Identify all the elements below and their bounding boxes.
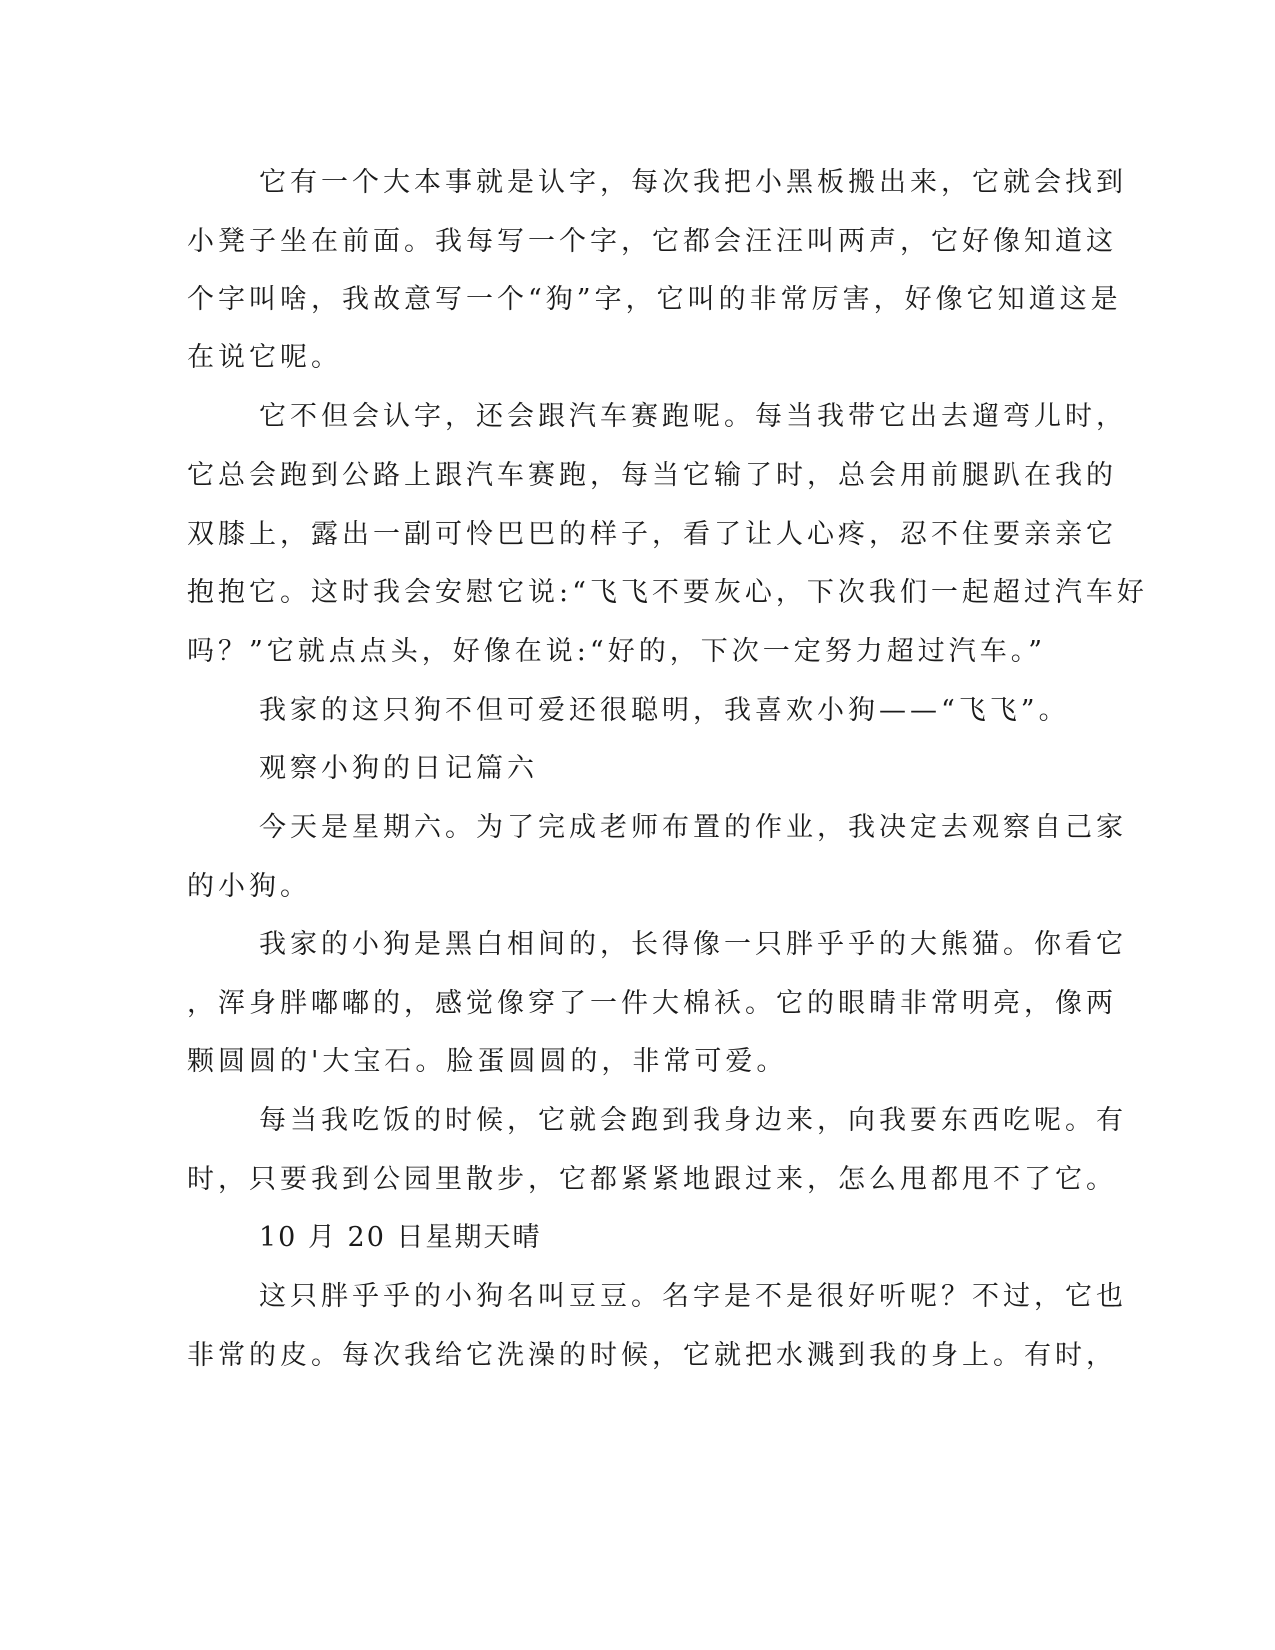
text-line: 它不但会认字，还会跟汽车赛跑呢。每当我带它出去遛弯儿时， (259, 401, 1127, 432)
text-line: 非常的皮。每次我给它洗澡的时候，它就把水溅到我的身上。有时， (187, 1340, 1117, 1371)
text-line: 个字叫啥，我故意写一个“狗”字，它叫的非常厉害，好像它知道这是 (187, 284, 1122, 315)
text-line: 这只胖乎乎的小狗名叫豆豆。名字是不是很好听呢？不过，它也 (259, 1281, 1127, 1312)
text-line: 的小狗。 (187, 871, 311, 902)
text-line: 吗？”它就点点头，好像在说:“好的，下次一定努力超过汽车。” (187, 636, 1047, 667)
text-line: 抱抱它。这时我会安慰它说:“飞飞不要灰心，下次我们一起超过汽车好 (187, 577, 1148, 608)
text-line: 我家的小狗是黑白相间的，长得像一只胖乎乎的大熊猫。你看它 (259, 929, 1127, 960)
text-line: ，浑身胖嘟嘟的，感觉像穿了一件大棉袄。它的眼睛非常明亮，像两 (187, 988, 1117, 1019)
text-line: 每当我吃饭的时候，它就会跑到我身边来，向我要东西吃呢。有 (259, 1105, 1127, 1136)
section-heading: 观察小狗的日记篇六 (259, 753, 538, 784)
text-line: 颗圆圆的'大宝石。脸蛋圆圆的，非常可爱。 (187, 1046, 788, 1077)
text-line: 时，只要我到公园里散步，它都紧紧地跟过来，怎么甩都甩不了它。 (187, 1164, 1117, 1195)
text-line: 它有一个大本事就是认字，每次我把小黑板搬出来，它就会找到 (259, 167, 1127, 198)
date-line: 10 月 20 日星期天晴 (259, 1222, 542, 1253)
text-line: 它总会跑到公路上跟汽车赛跑，每当它输了时，总会用前腿趴在我的 (187, 460, 1117, 491)
text-line: 在说它呢。 (187, 342, 342, 373)
text-line: 双膝上，露出一副可怜巴巴的样子，看了让人心疼，忍不住要亲亲它 (187, 519, 1117, 550)
text-line: 小凳子坐在前面。我每写一个字，它都会汪汪叫两声，它好像知道这 (187, 226, 1117, 257)
text-line: 今天是星期六。为了完成老师布置的作业，我决定去观察自己家 (259, 812, 1127, 843)
text-line: 我家的这只狗不但可爱还很聪明，我喜欢小狗——“飞飞”。 (259, 695, 1070, 726)
